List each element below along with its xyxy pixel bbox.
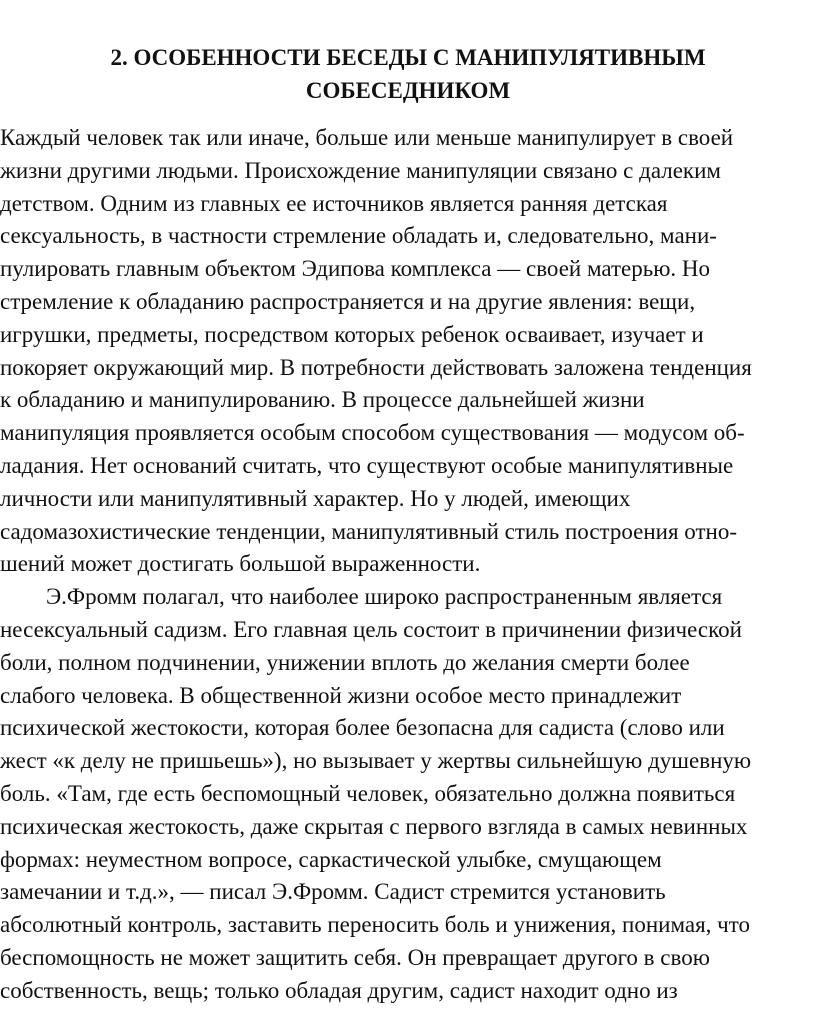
text-line: детством. Одним из главных ее источников является ранняя детская	[0, 190, 668, 216]
text-line: беспомощность не может защитить себя. Он превращает другого в свою	[0, 944, 710, 970]
text-line: боль. «Там, где есть беспомощный человек, обязательно должна появиться	[0, 780, 736, 806]
text-line: замечании и т.д.», — писал Э.Фромм. Садист стремится установить	[0, 879, 666, 905]
text-line: жизни другими людьми. Происхождение манипуляции связано с далеким	[0, 157, 721, 183]
text-line: слабого человека. В общественной жизни особое место принадлежит	[0, 682, 682, 708]
text-line: собственность, вещь; только обладая другим, садист находит одно из	[0, 977, 678, 1003]
title-line: СОБЕСЕДНИКОМ	[305, 77, 511, 103]
text-line: ладания. Нет оснований считать, что существуют особые манипулятивные	[0, 452, 734, 478]
text-line: абсолютный контроль, заставить переносить боль и унижения, понимая, что	[0, 912, 750, 938]
text-line: стремление к обладанию распространяется и на другие явления: вещи,	[0, 288, 696, 314]
text-line: шений может достигать большой выраженности.	[0, 551, 481, 577]
text-line: личности или манипулятивный характер. Но у людей, имеющих	[0, 485, 631, 511]
paragraph-2	[0, 581, 816, 1007]
paragraph-1	[0, 122, 816, 581]
text-line: сексуальность, в частности стремление обладать и, следовательно, мани-	[0, 223, 717, 249]
text-line: жест «к делу не пришьешь»), но вызывает у жертвы сильнейшую душевную	[0, 748, 752, 774]
text-line: к обладанию и манипулированию. В процессе дальнейшей жизни	[0, 387, 645, 413]
text-line: несексуальный садизм. Его главная цель состоит в причинении физической	[0, 616, 742, 642]
text-line: формах: неуместном вопросе, саркастической улыбке, смущающем	[0, 846, 662, 872]
body-text	[0, 122, 816, 1008]
text-line: манипуляция проявляется особым способом существования — модусом об-	[0, 420, 745, 446]
text-line: садомазохистические тенденции, манипулятивный стиль построения отно-	[0, 518, 738, 544]
text-line: Э.Фромм полагал, что наиболее широко распространенным является	[46, 584, 723, 610]
text-line: психической жестокости, которая более безопасна для садиста (слово или	[0, 715, 725, 741]
text-line: Каждый человек так или иначе, больше или меньше манипулирует в своей	[0, 125, 734, 150]
text-line: психическая жестокость, даже скрытая с первого взгляда в самых невинных	[0, 813, 748, 839]
text-line: игрушки, предметы, посредством которых ребенок осваивает, изучает и	[0, 321, 704, 347]
text-line: боли, полном подчинении, унижении вплоть до желания смерти более	[0, 649, 690, 675]
title-line: 2. ОСОБЕННОСТИ БЕСЕДЫ С МАНИПУЛЯТИВНЫМ	[110, 45, 706, 70]
text-line: покоряет окружающий мир. В потребности действовать заложена тенденция	[0, 354, 752, 380]
section-title	[0, 42, 816, 108]
text-line: пулировать главным объектом Эдипова комплекса — своей матерью. Но	[0, 256, 711, 282]
